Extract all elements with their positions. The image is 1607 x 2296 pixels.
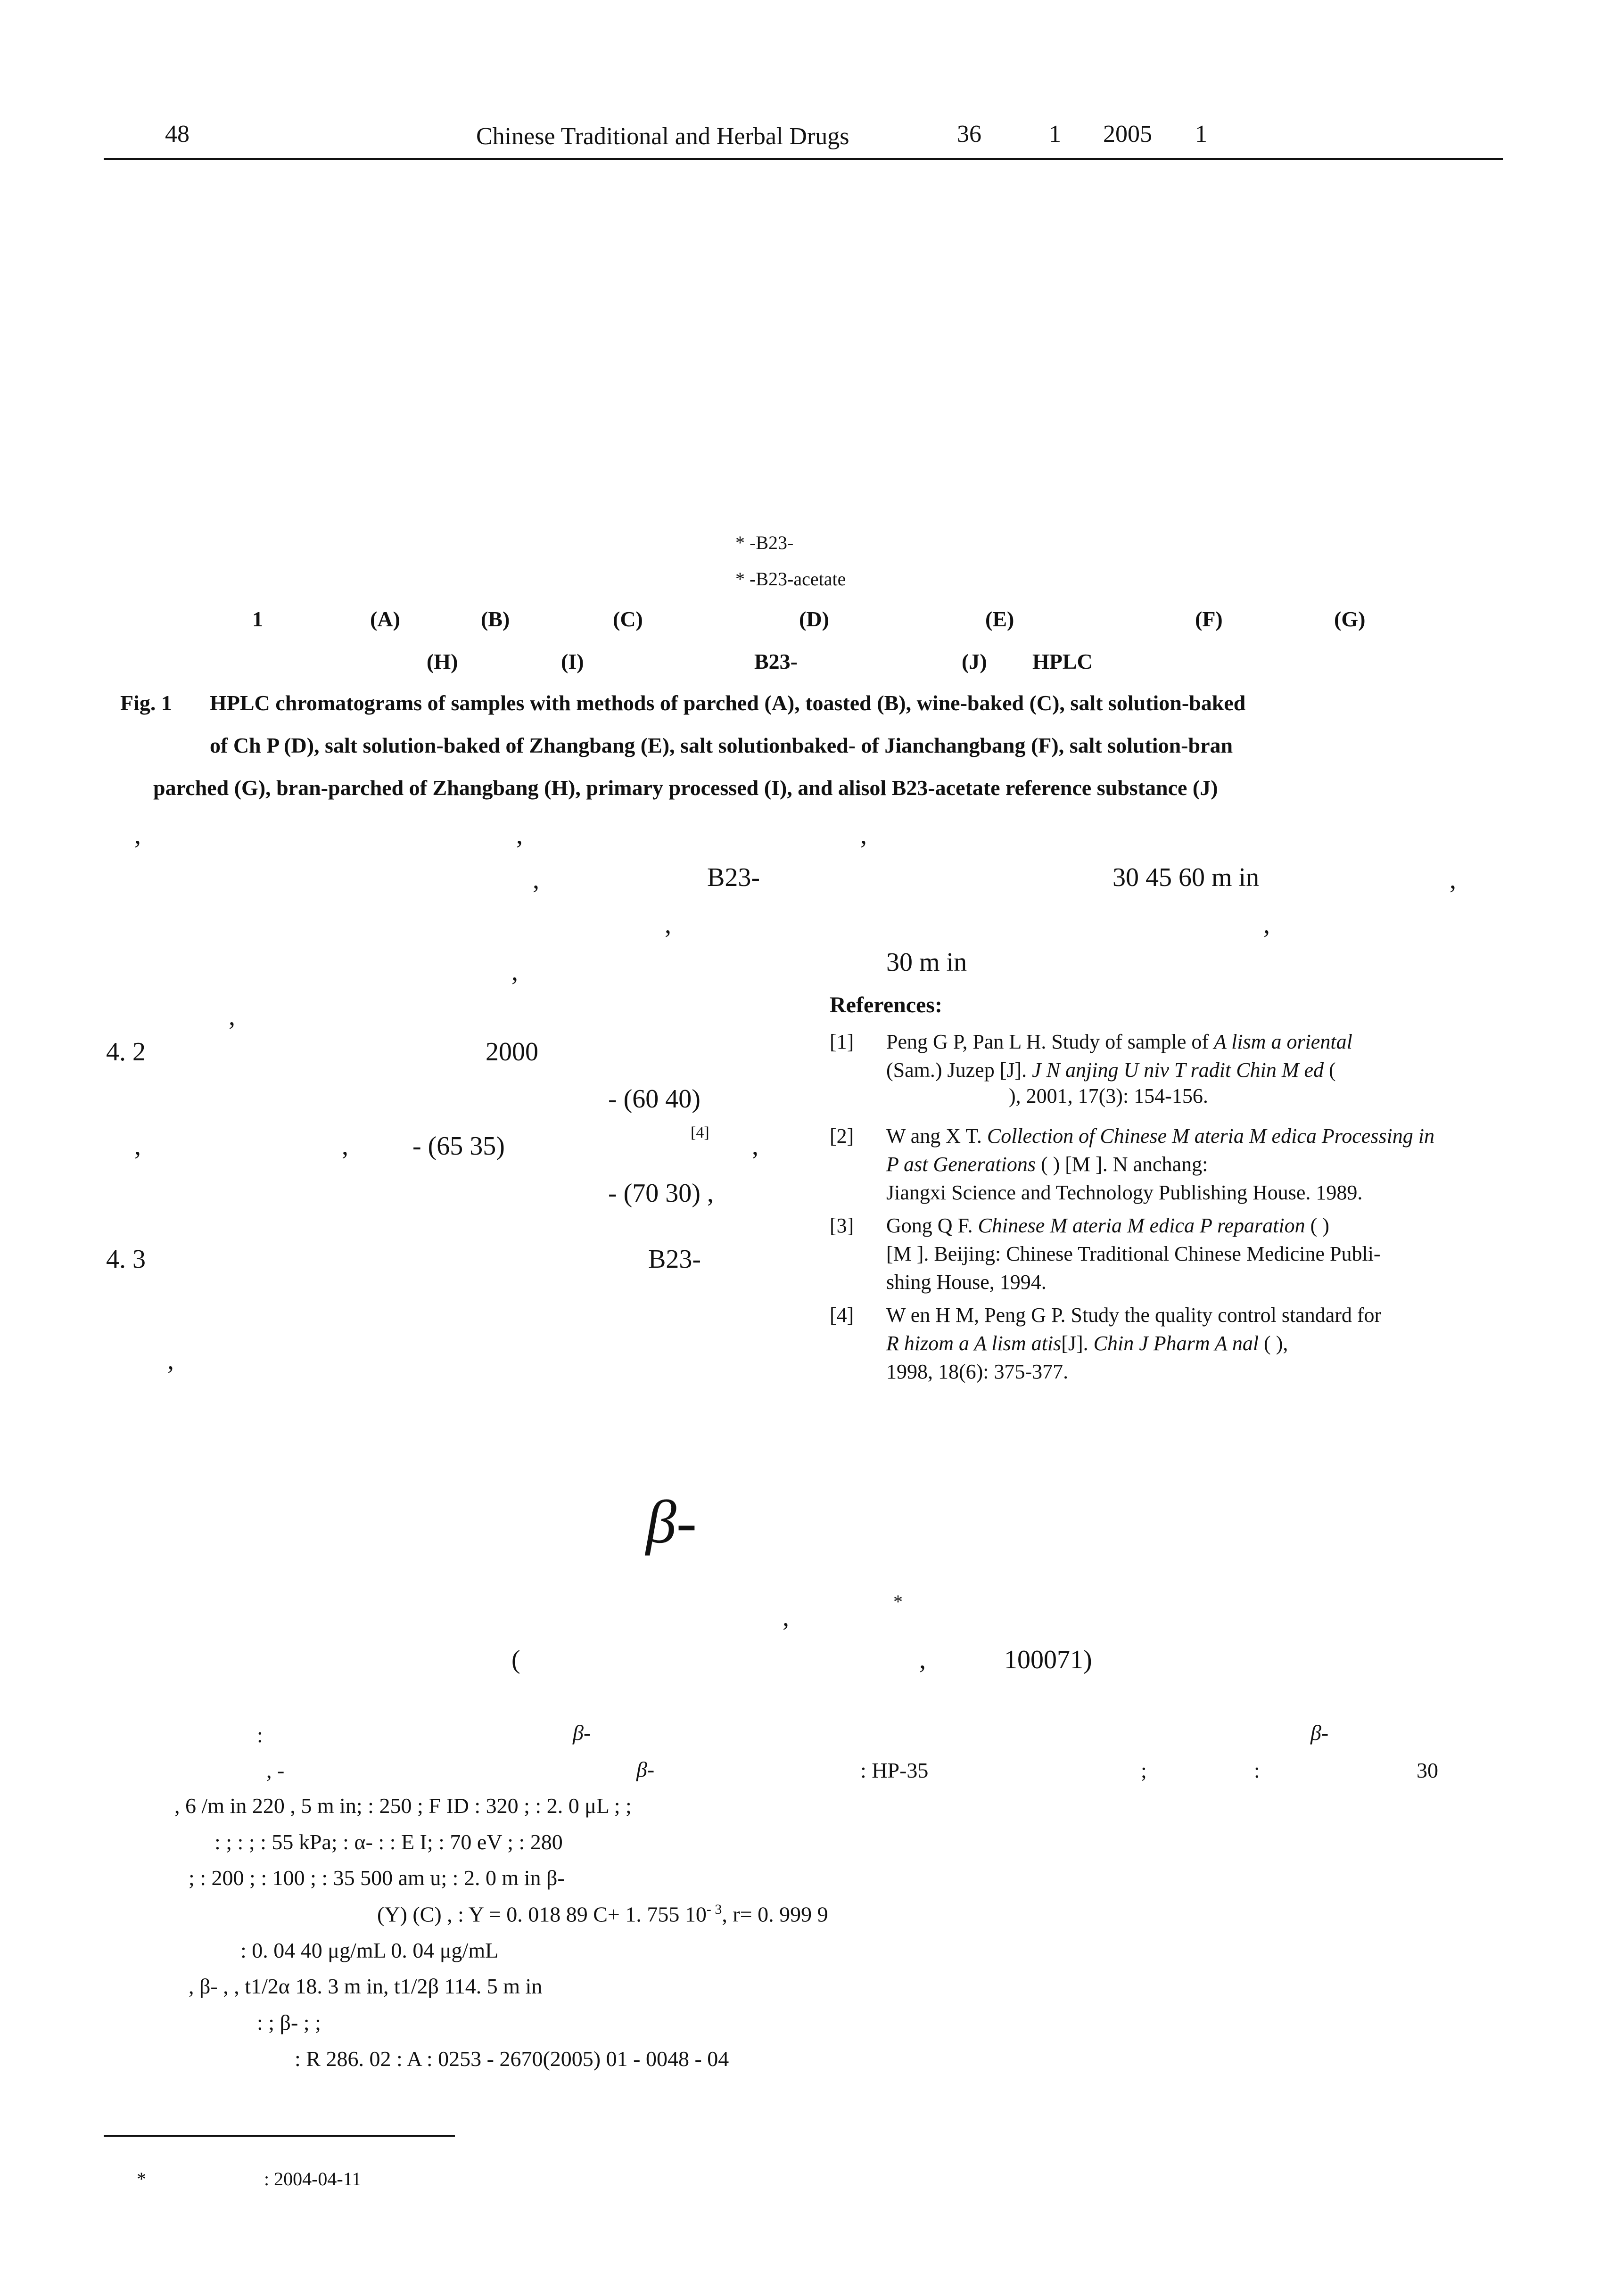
header-rule: [104, 158, 1503, 160]
reference-number: [2]: [830, 1124, 854, 1148]
right-times: 30 45 60 m in: [1113, 863, 1260, 892]
abstract-line: ; : 200 ; : 100 ; : 35 500 am u; : 2. 0 m in β-: [189, 1866, 565, 1890]
abstract-text: , r= 0. 999 9: [722, 1902, 828, 1927]
reference-number: [3]: [830, 1214, 854, 1237]
reference-text: (Sam.) Juzep [J].: [886, 1058, 1032, 1082]
abstract-beta: β-: [636, 1757, 655, 1781]
section-4-2-ratio3: - (70 30) ,: [608, 1179, 714, 1208]
abstract-exponent: - 3: [706, 1902, 722, 1917]
caption-cn-j: (J): [962, 649, 987, 673]
reference-text: (: [1324, 1058, 1336, 1082]
left-comma-c: ,: [860, 820, 867, 850]
caption-cn-fig-no: 1: [252, 607, 263, 631]
journal-year: 2005: [1103, 121, 1152, 148]
reference-line: [886, 1058, 1336, 1082]
section-4-2-ratio1: - (60 40): [608, 1084, 700, 1114]
caption-en-label: Fig. 1: [120, 691, 172, 715]
article2-author-comma: ,: [783, 1603, 789, 1632]
caption-cn-h: (H): [427, 649, 458, 673]
journal-name: Chinese Traditional and Herbal Drugs: [476, 123, 849, 150]
section-4-3-number: 4. 3: [106, 1245, 146, 1274]
section-4-3-comma: ,: [167, 1346, 174, 1375]
abstract-line: , -: [266, 1758, 285, 1782]
reference-text: ( ) [M ]. N anchang:: [1035, 1153, 1208, 1176]
section-4-2-year: 2000: [486, 1037, 538, 1066]
article2-author-star: *: [893, 1591, 903, 1612]
section-4-2-ratio2: - (65 35): [412, 1132, 505, 1161]
caption-en-line3: parched (G), bran-parched of Zhangbang (H), primary processed (I), and alisol B23-acetate reference substance (J): [153, 776, 1218, 800]
references-heading: References:: [830, 992, 942, 1017]
section-4-2-number: 4. 2: [106, 1037, 146, 1066]
section-4-2-citation: [4]: [691, 1124, 709, 1141]
left-comma-g: ,: [229, 1002, 235, 1031]
left-comma-a: ,: [134, 820, 141, 850]
section-4-2-comma2: ,: [342, 1132, 348, 1161]
caption-cn-c: (C): [613, 607, 643, 631]
caption-cn-g: (G): [1334, 607, 1366, 631]
abstract-line: ;: [1141, 1758, 1147, 1782]
section-4-2-comma1: ,: [134, 1132, 141, 1161]
reference-line: [886, 1152, 1208, 1176]
caption-cn-i: (I): [561, 649, 584, 673]
abstract-line: , 6 /m in 220 , 5 m in; : 250 ; F ID : 320 ; : 2. 0 μL ; ;: [174, 1794, 632, 1818]
footnote-date: : 2004-04-11: [264, 2168, 362, 2189]
reference-line: [886, 1214, 1329, 1238]
journal-issue: 1: [1049, 121, 1061, 148]
abstract-line: : ; β- ; ;: [257, 2010, 321, 2034]
left-comma-e: ,: [665, 910, 671, 939]
journal-month: 1: [1195, 121, 1207, 148]
abstract-line: : R 286. 02 : A : 0253 - 2670(2005) 01 - 0048 - 04: [295, 2047, 729, 2071]
caption-cn-b23: B23-: [754, 649, 798, 673]
abstract-beta: β-: [1310, 1721, 1329, 1745]
reference-line: W en H M, Peng G P. Study the quality control standard for: [886, 1304, 1382, 1327]
reference-text: Peng G P, Pan L H. Study of sample of: [886, 1030, 1214, 1053]
abstract-line: : HP-35: [860, 1758, 929, 1782]
reference-line: [886, 1331, 1288, 1355]
left-b23-a: B23-: [707, 863, 760, 892]
caption-cn-d: (D): [799, 607, 829, 631]
reference-text: ( ),: [1259, 1332, 1288, 1355]
abstract-line: : 0. 04 40 μg/mL 0. 04 μg/mL: [240, 1938, 499, 1962]
abstract-line: : ; : ; : 55 kPa; : α- : : E I; : 70 eV ; : 280: [214, 1830, 563, 1854]
section-4-2-comma3: ,: [752, 1132, 758, 1161]
reference-text: ( ): [1305, 1214, 1329, 1237]
reference-line: [886, 1030, 1352, 1054]
figure-legend-line1: * -B23-: [735, 532, 794, 553]
left-comma-f: ,: [511, 957, 518, 986]
footnote-star: *: [137, 2168, 146, 2189]
section-4-3-b23: B23-: [648, 1245, 701, 1274]
reference-line: Jiangxi Science and Technology Publishing House. 1989.: [886, 1181, 1363, 1204]
reference-text: W ang X T.: [886, 1124, 987, 1148]
reference-number: [4]: [830, 1304, 854, 1327]
reference-title: Chinese M ateria M edica P reparation: [978, 1214, 1305, 1237]
reference-journal: Chin J Pharm A nal: [1093, 1332, 1259, 1355]
reference-line: 1998, 18(6): 375-377.: [886, 1360, 1069, 1383]
reference-title: P ast Generations: [886, 1153, 1036, 1176]
abstract-beta: β-: [573, 1721, 591, 1745]
page-number: 48: [165, 121, 190, 148]
reference-line: [M ]. Beijing: Chinese Traditional Chinese Medicine Publi-: [886, 1242, 1381, 1265]
article2-affil-open: (: [511, 1645, 520, 1674]
right-comma-a: ,: [1450, 865, 1456, 894]
left-comma-d: ,: [533, 865, 539, 894]
article2-affil-code: 100071): [1004, 1645, 1092, 1674]
caption-en-line2: of Ch P (D), salt solution-baked of Zhangbang (E), salt solutionbaked- of Jianchangbang (F), salt solution-bran: [210, 733, 1233, 757]
reference-title: R hizom a A lism atis: [886, 1332, 1062, 1355]
right-thirty: 30 m in: [886, 948, 967, 977]
reference-title: A lism a oriental: [1214, 1030, 1352, 1053]
reference-line: ), 2001, 17(3): 154-156.: [1009, 1084, 1208, 1107]
figure-legend-line2: * -B23-acetate: [735, 568, 846, 590]
right-comma-b: ,: [1263, 910, 1270, 939]
reference-line: shing House, 1994.: [886, 1271, 1047, 1294]
caption-cn-e: (E): [985, 607, 1014, 631]
abstract-line: 30: [1417, 1758, 1438, 1782]
abstract-line: , β- , , t1/2α 18. 3 m in, t1/2β 114. 5 m in: [189, 1974, 543, 1998]
left-comma-b: ,: [516, 820, 523, 850]
abstract-line: :: [1254, 1758, 1260, 1782]
abstract-line: :: [257, 1723, 263, 1747]
abstract-text: (Y) (C) , : Y = 0. 018 89 C+ 1. 755 10: [377, 1902, 707, 1927]
caption-cn-b: (B): [481, 607, 510, 631]
reference-journal: J N anjing U niv T radit Chin M ed: [1032, 1058, 1324, 1082]
reference-number: [1]: [830, 1030, 854, 1053]
caption-cn-a: (A): [370, 607, 400, 631]
caption-cn-f: (F): [1195, 607, 1223, 631]
caption-en-line1: HPLC chromatograms of samples with methods of parched (A), toasted (B), wine-baked (C), salt solution-baked: [210, 691, 1246, 715]
article2-title: β-: [646, 1488, 697, 1556]
article2-affil-comma: ,: [919, 1645, 926, 1674]
reference-title: Collection of Chinese M ateria M edica Processing in: [987, 1124, 1434, 1148]
reference-text: [J].: [1061, 1332, 1094, 1355]
reference-text: Gong Q F.: [886, 1214, 978, 1237]
abstract-line: [377, 1902, 828, 1927]
footnote-rule: [104, 2135, 455, 2137]
caption-cn-hplc: HPLC: [1032, 649, 1093, 673]
reference-line: [886, 1124, 1434, 1148]
journal-volume: 36: [957, 121, 981, 148]
